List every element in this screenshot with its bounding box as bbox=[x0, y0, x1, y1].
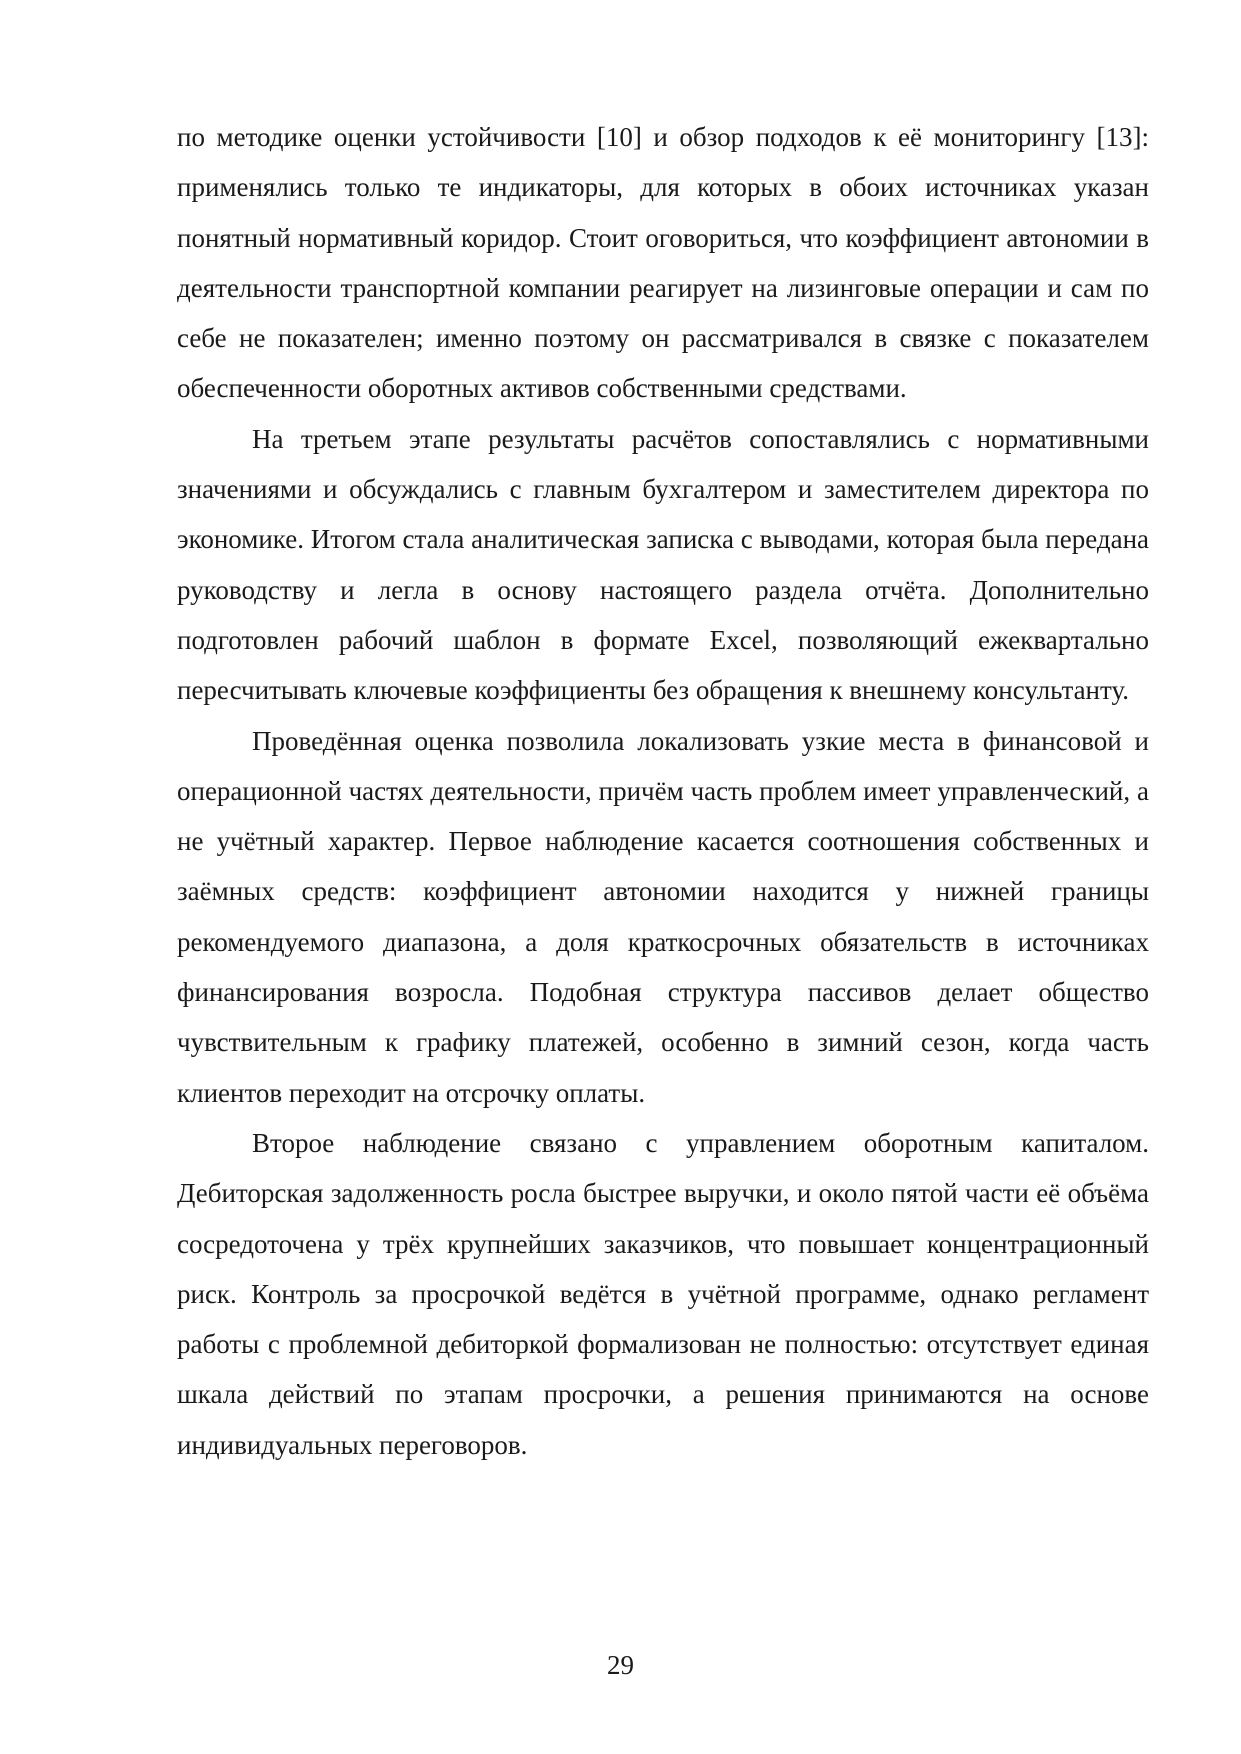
body-text bbox=[177, 112, 1149, 1470]
paragraph-continuation: по методике оценки устойчивости [10] и обзор подходов к её мониторингу [13]: применялись только те индикаторы, для которых в обоих источниках указан понятный нормативный коридор. Стоит оговориться, что коэффициент автономии в деятельности транспортной компании реагирует на лизинговые операции и сам по себе не показателен; именно поэтому он рассматривался в связке с показателем обеспеченности оборотных активов собственными средствами. bbox=[177, 122, 1149, 404]
paragraph-working-capital: Второе наблюдение связано с управлением оборотным капиталом. Дебиторская задолженность росла быстрее выручки, и около пятой части её объёма сосредоточена у трёх крупнейших заказчиков, что повышает концентрационный риск. Контроль за просрочкой ведётся в учётной программе, однако регламент работы с проблемной дебиторкой формализован не полностью: отсутствует единая шкала действий по этапам просрочки, а решения принимаются на основе индивидуальных переговоров. bbox=[177, 1127, 1149, 1460]
paragraph-third-stage: На третьем этапе результаты расчётов сопоставлялись с нормативными значениями и обсуждались с главным бухгалтером и заместителем директора по экономике. Итогом стала аналитическая записка с выводами, которая была передана руководству и легла в основу настоящего раздела отчёта. Дополнительно подготовлен рабочий шаблон в формате Excel, позволяющий ежеквартально пересчитывать ключевые коэффициенты без обращения к внешнему консультанту. bbox=[177, 423, 1149, 706]
page-number: 29 bbox=[607, 1650, 634, 1680]
paragraph-assessment-findings: Проведённая оценка позволила локализовать узкие места в финансовой и операционной частях деятельности, причём часть проблем имеет управленческий, а не учётный характер. Первое наблюдение касается соотношения собственных и заёмных средств: коэффициент автономии находится у нижней границы рекомендуемого диапазона, а доля краткосрочных обязательств в источниках финансирования возросла. Подобная структура пассивов делает общество чувствительным к графику платежей, особенно в зимний сезон, когда часть клиентов переходит на отсрочку оплаты. bbox=[177, 725, 1149, 1108]
